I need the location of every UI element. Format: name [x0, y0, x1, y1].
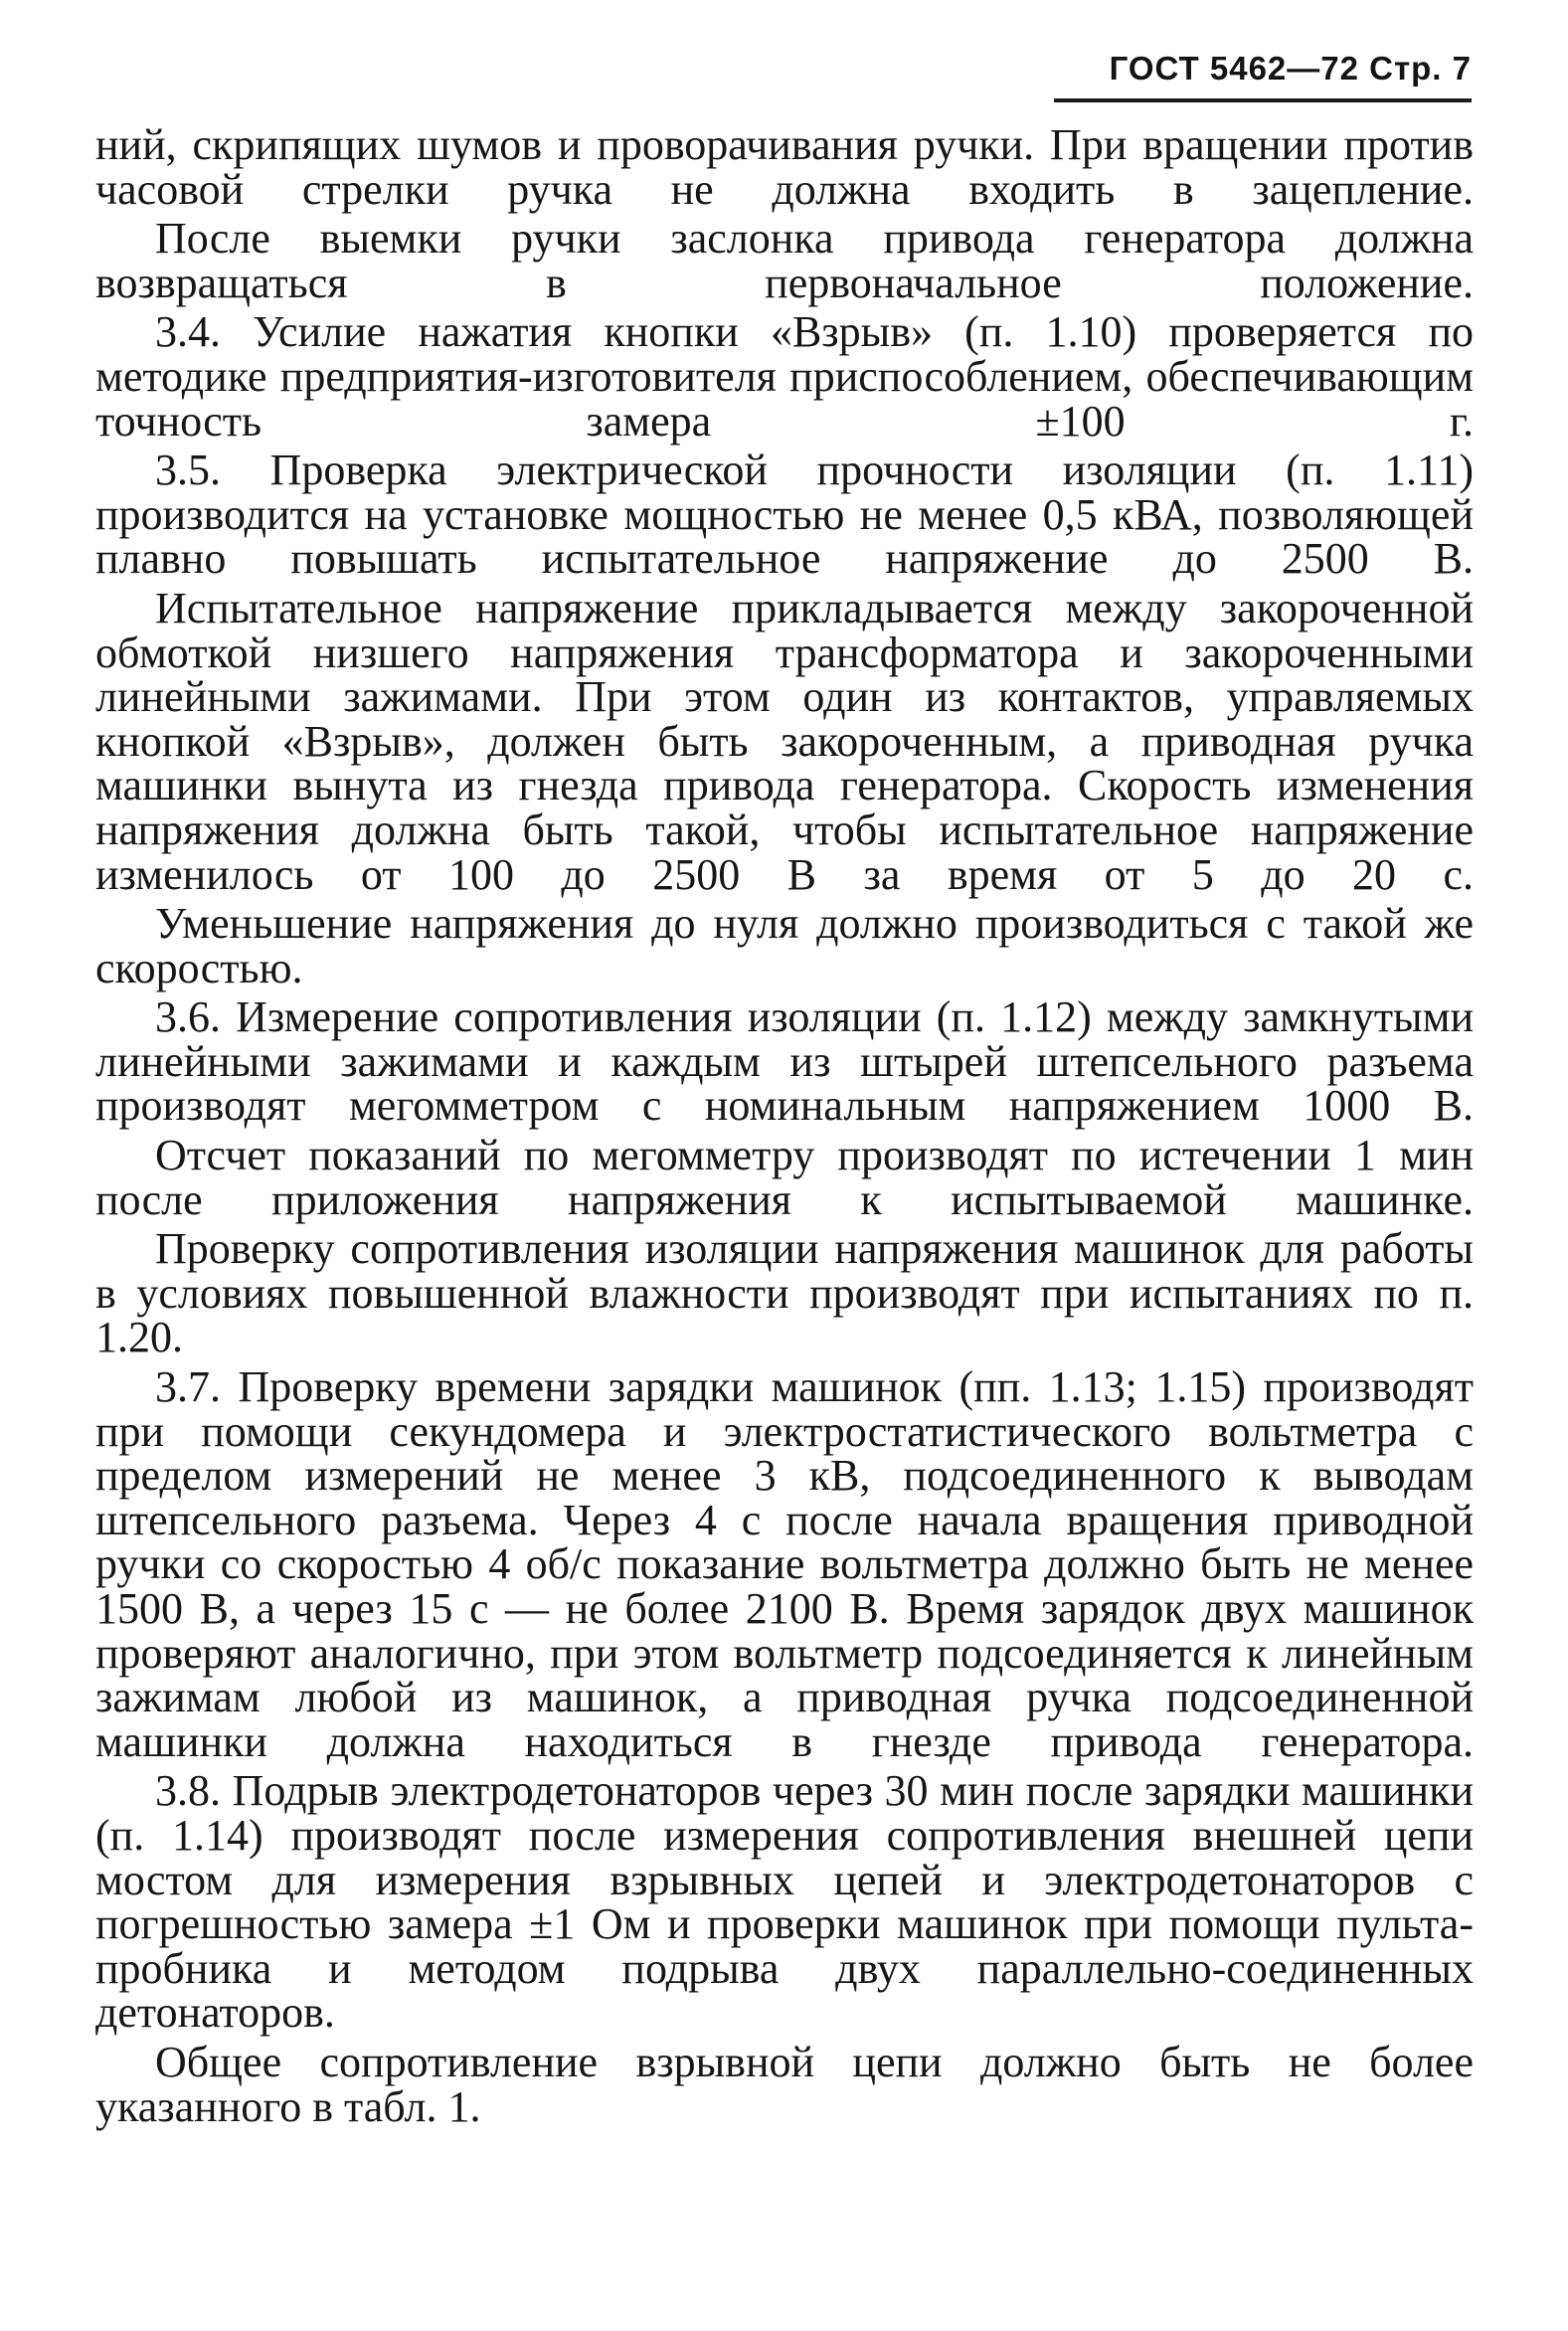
paragraph: Общее сопротивление взрывной цепи должно быть не более указанного в табл. 1.: [95, 2037, 1474, 2131]
header-rule: [1054, 98, 1472, 102]
paragraph-continuation: ний, скрипящих шумов и проворачивания ручки. При вращении против часовой стрелки ручка не должна входить в зацепление.: [95, 120, 1474, 214]
paragraph-3-8: 3.8. Подрыв электродетонаторов через 30 мин после зарядки машинки (п. 1.14) производят после измерения сопротивления внешней цепи мостом для измерения взрывных цепей и электродетонаторов с погрешностью замера ±1 Ом и проверки машинок при помощи пульта-пробника и методом подрыва двух параллельно-соединенных детонаторов.: [95, 1766, 1474, 2038]
paragraph: Испытательное напряжение прикладывается между закороченной обмоткой низшего напряжения трансформатора и закороченными линейными зажимами. При этом один из контактов, управляемых кнопкой «Взрыв», должен быть закороченным, а приводная ручка машинки вынута из гнезда привода генератора. Скорость изменения напряжения должна быть такой, чтобы испытательное напряжение изменилось от 100 до 2500 В за время от 5 до 20 с.: [95, 583, 1474, 899]
paragraph-3-5: 3.5. Проверка электрической прочности изоляции (п. 1.11) производится на установке мощностью не менее 0,5 кВА, позволяющей плавно повышать испытательное напряжение до 2500 В.: [95, 446, 1474, 584]
paragraph: Отсчет показаний по мегомметру производят по истечении 1 мин после приложения напряжения к испытываемой машинке.: [95, 1131, 1474, 1224]
paragraph-3-4: 3.4. Усилие нажатия кнопки «Взрыв» (п. 1.10) проверяется по методике предприятия-изготовителя приспособлением, обеспечивающим точность замера ±100 г.: [95, 307, 1474, 446]
paragraph: Уменьшение напряжения до нуля должно производиться с такой же скоростью.: [95, 899, 1474, 992]
running-header: ГОСТ 5462—72 Стр. 7: [1109, 50, 1472, 87]
paragraph: После выемки ручки заслонка привода генератора должна возвращаться в первоначальное положение.: [95, 214, 1474, 307]
paragraph-3-6: 3.6. Измерение сопротивления изоляции (п. 1.12) между замкнутыми линейными зажимами и каждым из штырей штепсельного разъема производят мегомметром с номинальным напряжением 1000 В.: [95, 992, 1474, 1131]
body-text: [95, 120, 1474, 2131]
paragraph-3-7: 3.7. Проверку времени зарядки машинок (пп. 1.13; 1.15) производят при помощи секундомера и электростатистического вольтметра с пределом измерений не менее 3 кВ, подсоединенного к выводам штепсельного разъема. Через 4 с после начала вращения приводной ручки со скоростью 4 об/с показание вольтметра должно быть не менее 1500 В, а через 15 с — не более 2100 В. Время зарядок двух машинок проверяют аналогично, при этом вольтметр подсоединяется к линейным зажимам любой из машинок, а приводная ручка подсоединенной машинки должна находиться в гнезде привода генератора.: [95, 1362, 1474, 1766]
paragraph: Проверку сопротивления изоляции напряжения машинок для работы в условиях повышенной влажности производят при испытаниях по п. 1.20.: [95, 1224, 1474, 1362]
